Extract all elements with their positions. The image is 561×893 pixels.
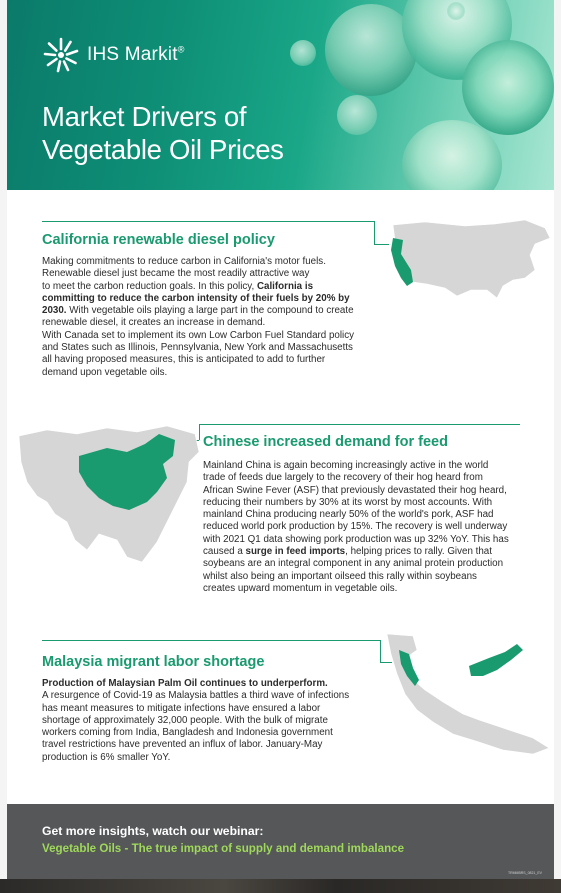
title-line-1: Market Drivers of xyxy=(42,101,247,132)
california-text-2: Renewable diesel just became the most readily attractive way xyxy=(42,268,310,280)
ihs-markit-logo-icon xyxy=(43,37,79,73)
decor-bubble xyxy=(447,2,465,20)
decor-bubble xyxy=(290,40,316,66)
section-body-california xyxy=(42,256,360,379)
bottom-edge xyxy=(0,879,561,893)
china-text-2: , helping prices to rally. Given that soybeans are an integral component in any animal protein production whilst also being an important oilseed this rally within soybeans creates upward momentum in vegetable oils. xyxy=(203,546,504,594)
china-emphasis: surge in feed imports xyxy=(245,546,346,558)
china-text-1: Mainland China is again becoming increasingly active in the world trade of feeds due largely to the recovery of their hog heard from African Swine Fever (ASF) that previously devastated their hog heard, reducing their numbers by 30% at its worst by most accounts. With mainland China producing nearly 50% of the world's pork, ASF had reduced world pork production by 15%. The recovery is well underway with 2021 Q1 data showing pork production was up 32% YoY. This has caused a xyxy=(203,460,509,558)
california-emphasis: California is committing to reduce the carbon intensity of their fuels by 20% by 2030. xyxy=(42,280,350,317)
decor-bubble xyxy=(402,120,502,190)
decor-bubble xyxy=(462,40,554,135)
section-rule xyxy=(42,221,374,222)
section-title-china: Chinese increased demand for feed xyxy=(203,434,448,450)
california-text-5: With Canada set to implement its own Low Carbon Fuel Standard policy and States such as Illinois, Pennsylvania, New York and Massachusetts all having proposed measures, this is anticipated to add to further demand upon vegetable oils. xyxy=(42,329,355,378)
california-text-1: Making commitments to reduce carbon in California's motor fuels. xyxy=(42,256,326,267)
brand-logo xyxy=(43,37,185,73)
webinar-link[interactable]: Vegetable Oils - The true impact of supply and demand imbalance xyxy=(42,842,405,855)
page-title xyxy=(42,100,362,166)
malaysia-borneo-shape xyxy=(469,644,523,676)
section-title-california: California renewable diesel policy xyxy=(42,232,275,248)
section-title-malaysia: Malaysia migrant labor shortage xyxy=(42,654,265,670)
section-body-malaysia xyxy=(42,678,352,764)
footer-cta-text: Get more insights, watch our webinar: xyxy=(42,824,264,838)
page-edge-left xyxy=(0,0,7,893)
us-map-california-highlight xyxy=(385,210,555,310)
main-content xyxy=(7,190,554,804)
title-line-2: Vegetable Oil Prices xyxy=(42,134,284,165)
southeast-asia-map-malaysia-highlight xyxy=(383,630,553,780)
southeast-asia-map-shape xyxy=(387,634,549,754)
section-rule xyxy=(374,221,375,244)
section-rule xyxy=(42,640,380,641)
webinar-footer xyxy=(7,804,554,879)
brand-name: IHS Markit® xyxy=(87,44,185,65)
malaysia-emphasis: Production of Malaysian Palm Oil continues to underperform. xyxy=(42,678,328,689)
document-code: TRMMBRS_0821_EV xyxy=(507,871,542,875)
california-text-4: With vegetable oils playing a large part in the compound to create renewable diesel, it creates an increase in demand. xyxy=(42,305,354,329)
us-map-shape xyxy=(393,220,550,298)
section-rule xyxy=(380,640,381,662)
malaysia-text-1: A resurgence of Covid-19 as Malaysia battles a third wave of infections has meant measures to mitigate infections have ensured a labor shortage of approximately 32,000 people. With the bulk of migrate workers coming from India, Bangladesh and Indonesia government travel restrictions have prevented an influx of labor. January-May production is 6% smaller YoY. xyxy=(42,690,350,763)
section-body-china xyxy=(203,460,509,595)
california-text-3: to meet the carbon reduction goals. In this policy, xyxy=(42,280,255,292)
hero-header xyxy=(7,0,554,190)
page-edge-right xyxy=(554,0,561,893)
asia-map-china-highlight xyxy=(17,422,202,572)
section-rule xyxy=(199,424,520,425)
